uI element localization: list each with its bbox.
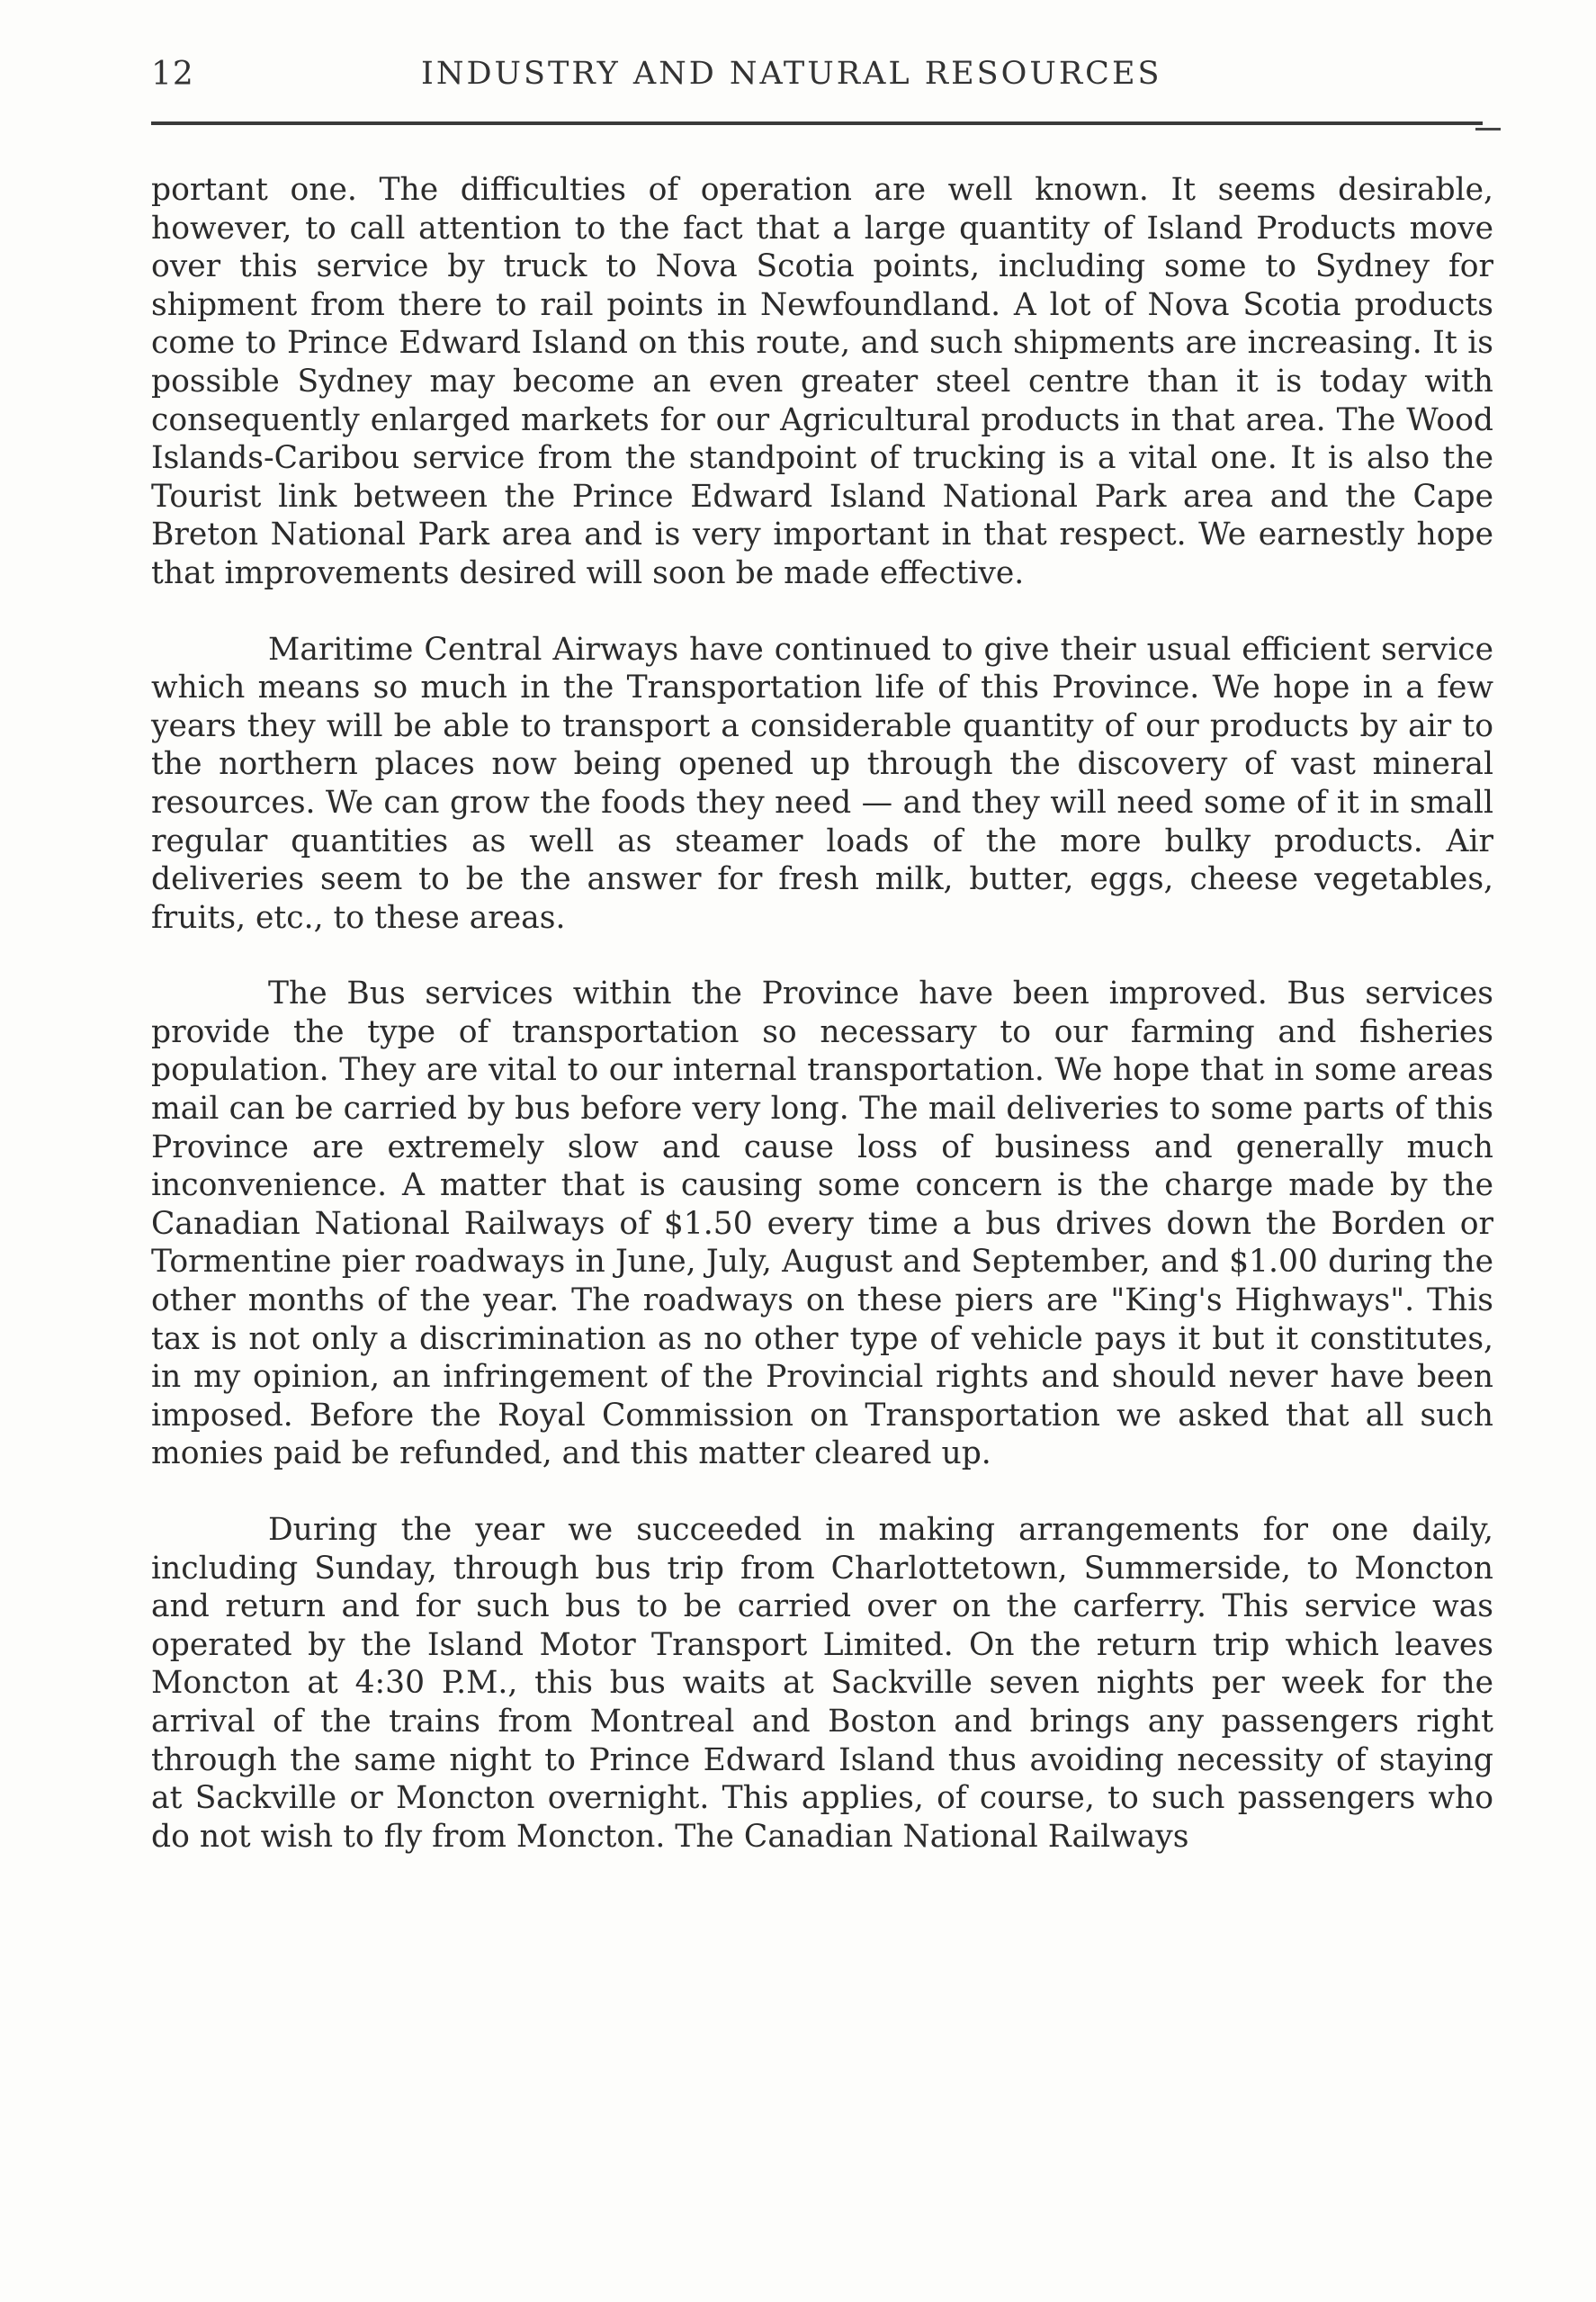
body-text xyxy=(151,171,1493,1893)
running-title: INDUSTRY AND NATURAL RESOURCES xyxy=(421,56,1162,92)
header-rule xyxy=(151,121,1483,125)
header-rule-tail xyxy=(1475,128,1501,130)
paragraph-transport-continued: portant one. The difficulties of operation are well known. It seems desirable, however, to call attention to the fact that a large quantity of Island Products move over this service by truck to Nova Scotia points, including some to Sydney for shipment from there to rail points in Newfoundland. A lot of Nova Scotia products come to Prince Edward Island on this route, and such shipments are increasing. It is possible Sydney may become an even greater steel centre than it is today with consequently enlarged markets for our Agricultural products in that area. The Wood Islands-Caribou service from the standpoint of trucking is a vital one. It is also the Tourist link between the Prince Edward Island National Park area and the Cape Breton National Park area and is very important in that respect. We earnestly hope that improvements desired will soon be made effective. xyxy=(151,172,1493,591)
paragraph-bus-trip: During the year we succeeded in making arrangements for one daily, including Sunday, through bus trip from Charlottetown, Summerside, to Moncton and return and for such bus to be carried over on the carferry. This service was operated by the Island Motor Transport Limited. On the return trip which leaves Moncton at 4:30 P.M., this bus waits at Sackville seven nights per week for the arrival of the trains from Montreal and Boston and brings any passengers right through the same night to Prince Edward Island thus avoiding necessity of staying at Sackville or Moncton overnight. This applies, of course, to such passengers who do not wish to fly from Moncton. The Canadian National Railways xyxy=(151,1512,1493,1855)
paragraph-airways: Maritime Central Airways have continued to give their usual efficient service which means so much in the Transportation life of this Province. We hope in a few years they will be able to transport a considerable quantity of our products by air to the northern places now being opened up through the discovery of vast mineral resources. We can grow the foods they need — and they will need some of it in small regular quantities as well as steamer loads of the more bulky products. Air deliveries seem to be the answer for fresh milk, butter, eggs, cheese vegetables, fruits, etc., to these areas. xyxy=(151,631,1493,936)
page-header xyxy=(151,56,1501,110)
paragraph-bus-services: The Bus services within the Province have been improved. Bus services provide the type of transportation so necessary to our farming and fisheries population. They are vital to our internal transportation. We hope that in some areas mail can be carried by bus before very long. The mail deliveries to some parts of this Province are extremely slow and cause loss of business and generally much inconvenience. A matter that is causing some concern is the charge made by the Canadian National Railways of $1.50 every time a bus drives down the Borden or Tormentine pier roadways in June, July, August and September, and $1.00 during the other months of the year. The roadways on these piers are "King's Highways". This tax is not only a discrimination as no other type of vehicle pays it but it constitutes, in my opinion, an infringement of the Provincial rights and should never have been imposed. Before the Royal Commission on Transportation we asked that all such monies paid be refunded, and this matter cleared up. xyxy=(151,976,1493,1472)
page-number: 12 xyxy=(151,56,194,93)
